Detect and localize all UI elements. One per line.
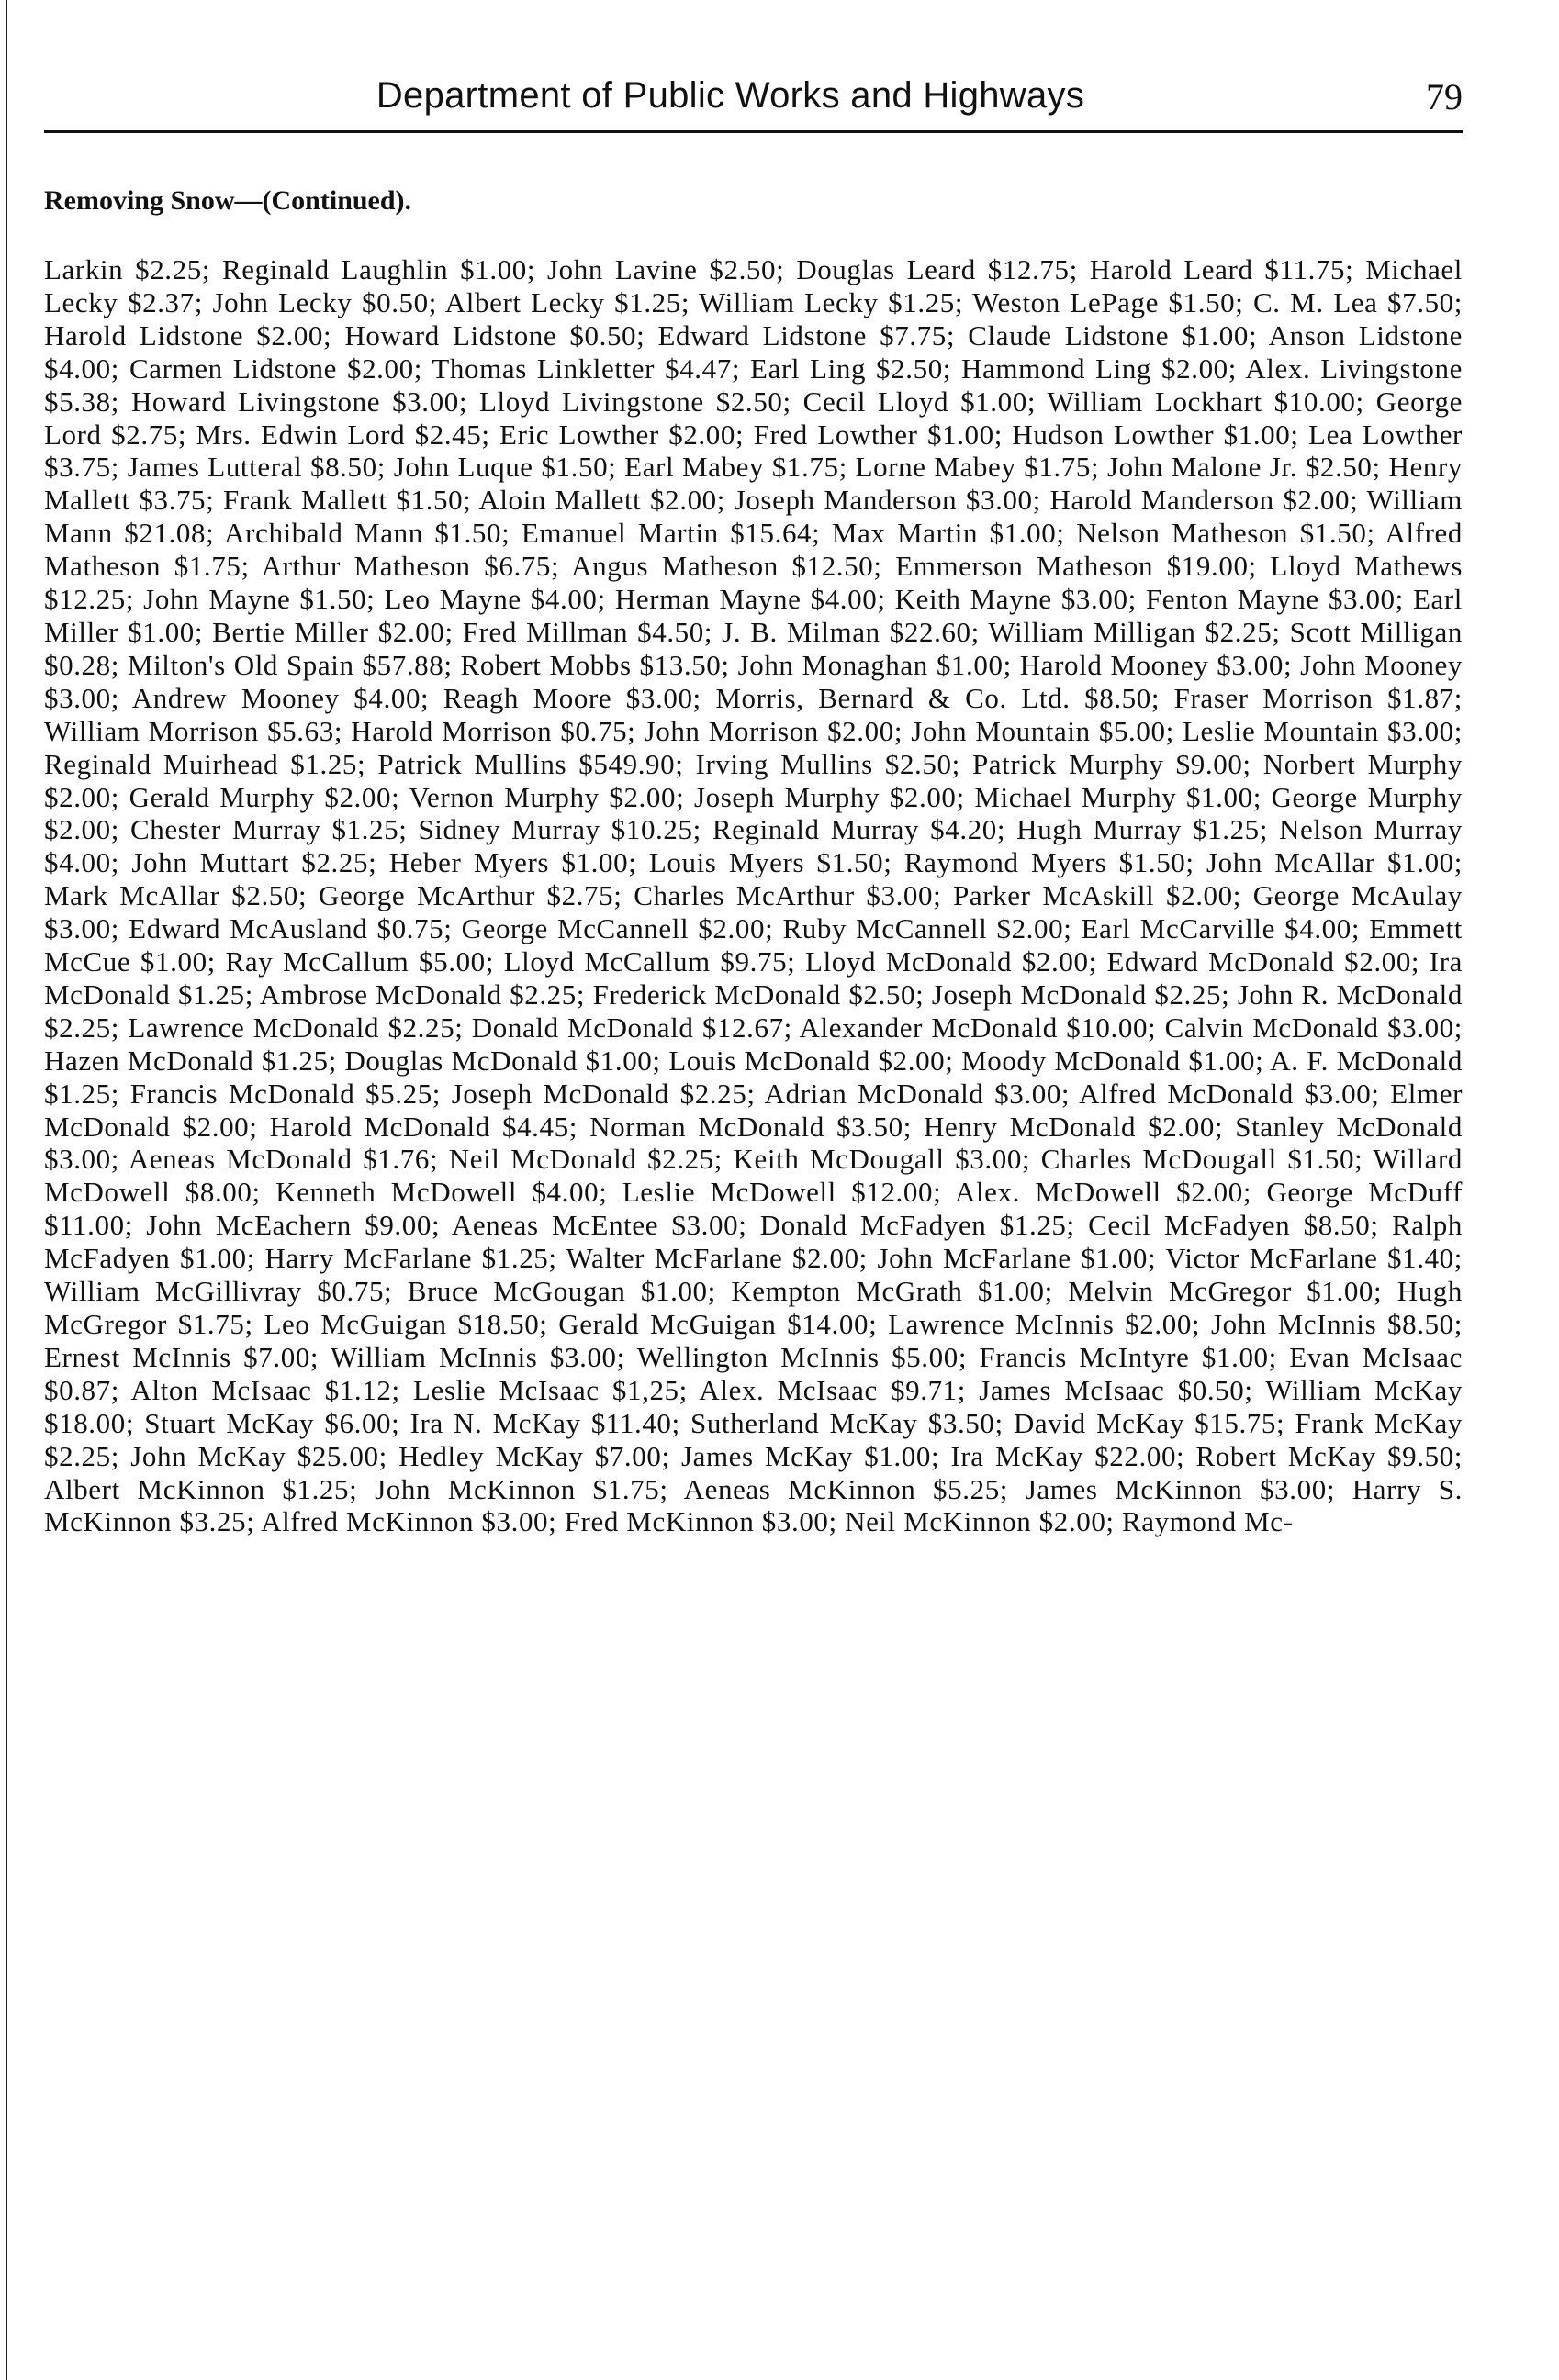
document-page [44, 55, 1463, 1538]
running-title: Department of Public Works and Highways [376, 75, 1085, 116]
header-divider [44, 130, 1463, 133]
body-paragraph: Larkin $2.25; Reginald Laughlin $1.00; John Lavine $2.50; Douglas Leard $12.75; Harold Leard $11.75; Michael Lecky $2.37; John Lecky $0.50; Albert Lecky $1.25; William Lecky $1.25; Weston LePage $1.50; C. M. Lea $7.50; Harold Lidstone $2.00; Howard Lidstone $0.50; Edward Lidstone $7.75; Claude Lidstone $1.00; Anson Lidstone $4.00; Carmen Lidstone $2.00; Thomas Linkletter $4.47; Earl Ling $2.50; Hammond Ling $2.00; Alex. Livingstone $5.38; Howard Livingstone $3.00; Lloyd Livingstone $2.50; Cecil Lloyd $1.00; William Lockhart $10.00; George Lord $2.75; Mrs. Edwin Lord $2.45; Eric Lowther $2.00; Fred Lowther $1.00; Hudson Lowther $1.00; Lea Lowther $3.75; James Lutteral $8.50; John Luque $1.50; Earl Mabey $1.75; Lorne Mabey $1.75; John Malone Jr. $2.50; Henry Mallett $3.75; Frank Mallett $1.50; Aloin Mallett $2.00; Joseph Manderson $3.00; Harold Manderson $2.00; William Mann $21.08; Archibald Mann $1.50; Emanuel Martin $15.64; Max Martin $1.00; Nelson Matheson $1.50; Alfred Matheson $1.75; Arthur Matheson $6.75; Angus Matheson $12.50; Emmerson Matheson $19.00; Lloyd Mathews $12.25; John Mayne $1.50; Leo Mayne $4.00; Herman Mayne $4.00; Keith Mayne $3.00; Fenton Mayne $3.00; Earl Miller $1.00; Bertie Miller $2.00; Fred Millman $4.50; J. B. Milman $22.60; William Milligan $2.25; Scott Milligan $0.28; Milton's Old Spain $57.88; Robert Mobbs $13.50; John Monaghan $1.00; Harold Mooney $3.00; John Mooney $3.00; Andrew Mooney $4.00; Reagh Moore $3.00; Morris, Bernard & Co. Ltd. $8.50; Fraser Morrison $1.87; William Morrison $5.63; Harold Morrison $0.75; John Morrison $2.00; John Mountain $5.00; Leslie Mountain $3.00; Reginald Muirhead $1.25; Patrick Mullins $549.90; Irving Mullins $2.50; Patrick Murphy $9.00; Norbert Murphy $2.00; Gerald Murphy $2.00; Vernon Murphy $2.00; Joseph Murphy $2.00; Michael Murphy $1.00; George Murphy $2.00; Chester Murray $1.25; Sidney Murray $10.25; Reginald Murray $4.20; Hugh Murray $1.25; Nelson Murray $4.00; John Muttart $2.25; Heber Myers $1.00; Louis Myers $1.50; Raymond Myers $1.50; John McAllar $1.00; Mark McAllar $2.50; George McArthur $2.75; Charles McArthur $3.00; Parker McAskill $2.00; George McAulay $3.00; Edward McAusland $0.75; George McCannell $2.00; Ruby McCannell $2.00; Earl McCarville $4.00; Emmett McCue $1.00; Ray McCallum $5.00; Lloyd McCallum $9.75; Lloyd McDonald $2.00; Edward McDonald $2.00; Ira McDonald $1.25; Ambrose McDonald $2.25; Frederick McDonald $2.50; Joseph McDonald $2.25; John R. McDonald $2.25; Lawrence McDonald $2.25; Donald McDonald $12.67; Alexander McDonald $10.00; Calvin McDonald $3.00; Hazen McDonald $1.25; Douglas McDonald $1.00; Louis McDonald $2.00; Moody McDonald $1.00; A. F. McDonald $1.25; Francis McDonald $5.25; Joseph McDonald $2.25; Adrian McDonald $3.00; Alfred McDonald $3.00; Elmer McDonald $2.00; Harold McDonald $4.45; Norman McDonald $3.50; Henry McDonald $2.00; Stanley McDonald $3.00; Aeneas McDonald $1.76; Neil McDonald $2.25; Keith McDougall $3.00; Charles McDougall $1.50; Willard McDowell $8.00; Kenneth McDowell $4.00; Leslie McDowell $12.00; Alex. McDowell $2.00; George McDuff $11.00; John McEachern $9.00; Aeneas McEntee $3.00; Donald McFadyen $1.25; Cecil McFadyen $8.50; Ralph McFadyen $1.00; Harry McFarlane $1.25; Walter McFarlane $2.00; John McFarlane $1.00; Victor McFarlane $1.40; William McGillivray $0.75; Bruce McGougan $1.00; Kempton McGrath $1.00; Melvin McGregor $1.00; Hugh McGregor $1.75; Leo McGuigan $18.50; Gerald McGuigan $14.00; Lawrence McInnis $2.00; John McInnis $8.50; Ernest McInnis $7.00; William McInnis $3.00; Wellington McInnis $5.00; Francis McIntyre $1.00; Evan McIsaac $0.87; Alton McIsaac $1.12; Leslie McIsaac $1,25; Alex. McIsaac $9.71; James McIsaac $0.50; William McKay $18.00; Stuart McKay $6.00; Ira N. McKay $11.40; Sutherland McKay $3.50; David McKay $15.75; Frank McKay $2.25; John McKay $25.00; Hedley McKay $7.00; James McKay $1.00; Ira McKay $22.00; Robert McKay $9.50; Albert McKinnon $1.25; John McKinnon $1.75; Aeneas McKinnon $5.25; James McKinnon $3.00; Harry S. McKinnon $3.25; Alfred McKinnon $3.00; Fred McKinnon $3.00; Neil McKinnon $2.00; Raymond Mc- [44, 253, 1463, 1538]
page-number: 79 [1426, 76, 1463, 117]
section-heading: Removing Snow—(Continued). [44, 185, 412, 216]
page-header [44, 55, 1463, 138]
page-edge-rule [6, 0, 7, 2380]
